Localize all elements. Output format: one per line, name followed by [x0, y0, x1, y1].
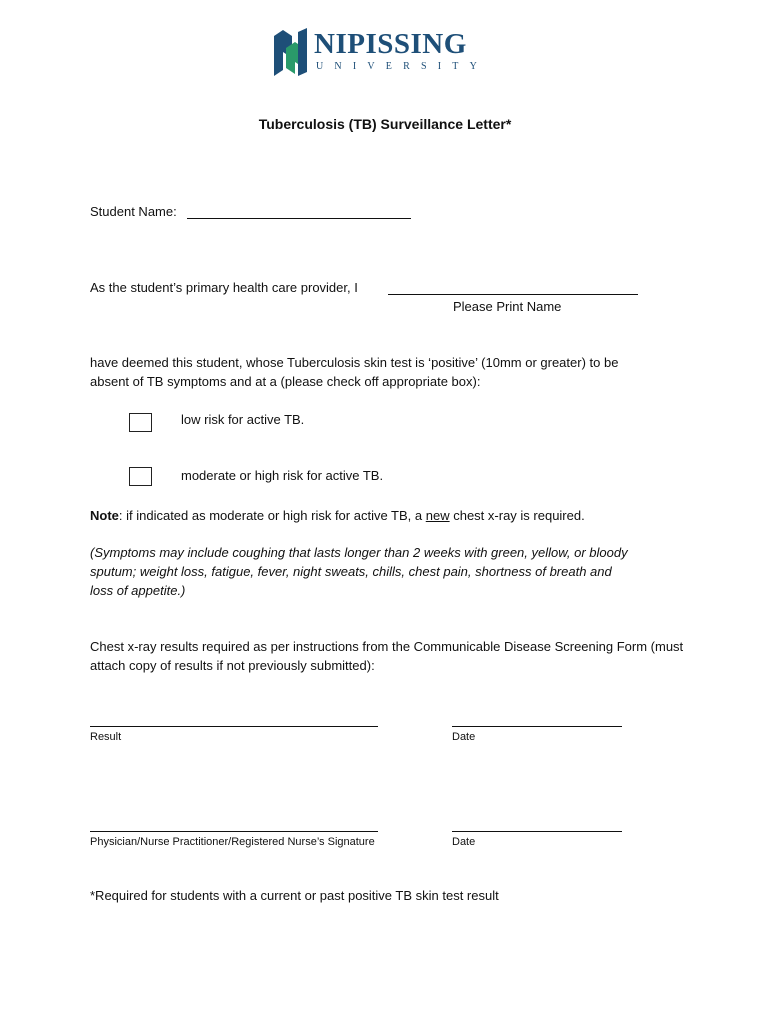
document-title: Tuberculosis (TB) Surveillance Letter*: [258, 116, 512, 132]
student-name-label: Student Name:: [90, 204, 177, 219]
note-paragraph: [90, 506, 585, 525]
nipissing-logo: [272, 26, 502, 78]
footnote: *Required for students with a current or past positive TB skin test result: [90, 888, 499, 903]
student-name-field[interactable]: [187, 218, 411, 219]
logo-subtitle: UNIVERSITY: [316, 61, 488, 72]
note-text-after: chest x-ray is required.: [449, 508, 585, 523]
logo-name: NIPISSING: [314, 28, 467, 60]
nipissing-logo-mark-icon: [272, 28, 312, 78]
result-date-field[interactable]: [452, 726, 622, 727]
symptoms-paragraph: (Symptoms may include coughing that lasts longer than 2 weeks with green, yellow, or bloody sputum; weight loss, fatigue, fever, night sweats, chills, chest pain, shortness of breath and loss of appetite.): [90, 545, 628, 598]
signature-date-field[interactable]: [452, 831, 622, 832]
xray-paragraph: Chest x-ray results required as per instructions from the Communicable Disease Screening Form (must attach copy of results if not previously submitted):: [90, 639, 684, 673]
result-date-label: Date: [452, 731, 476, 743]
provider-label: As the student’s primary health care provider, I: [90, 280, 358, 295]
result-field[interactable]: [90, 726, 378, 727]
moderate-high-risk-label: moderate or high risk for active TB.: [181, 468, 384, 483]
signature-field[interactable]: [90, 831, 378, 832]
result-label: Result: [90, 731, 122, 743]
low-risk-label: low risk for active TB.: [181, 412, 305, 427]
signature-label: Physician/Nurse Practitioner/Registered Nurse’s Signature: [90, 836, 375, 848]
note-underlined-word: new: [425, 508, 450, 523]
low-risk-checkbox[interactable]: [129, 413, 152, 432]
provider-name-hint: Please Print Name: [453, 299, 562, 314]
deemed-paragraph: have deemed this student, whose Tuberculosis skin test is ‘positive’ (10mm or greater) to be absent of TB symptoms and at a (please check off appropriate box):: [90, 355, 619, 389]
note-label: Note: [90, 508, 119, 523]
signature-date-label: Date: [452, 836, 476, 848]
note-text-before: : if indicated as moderate or high risk for active TB, a: [118, 508, 426, 523]
provider-name-field[interactable]: [388, 294, 638, 295]
moderate-high-risk-checkbox[interactable]: [129, 467, 152, 486]
